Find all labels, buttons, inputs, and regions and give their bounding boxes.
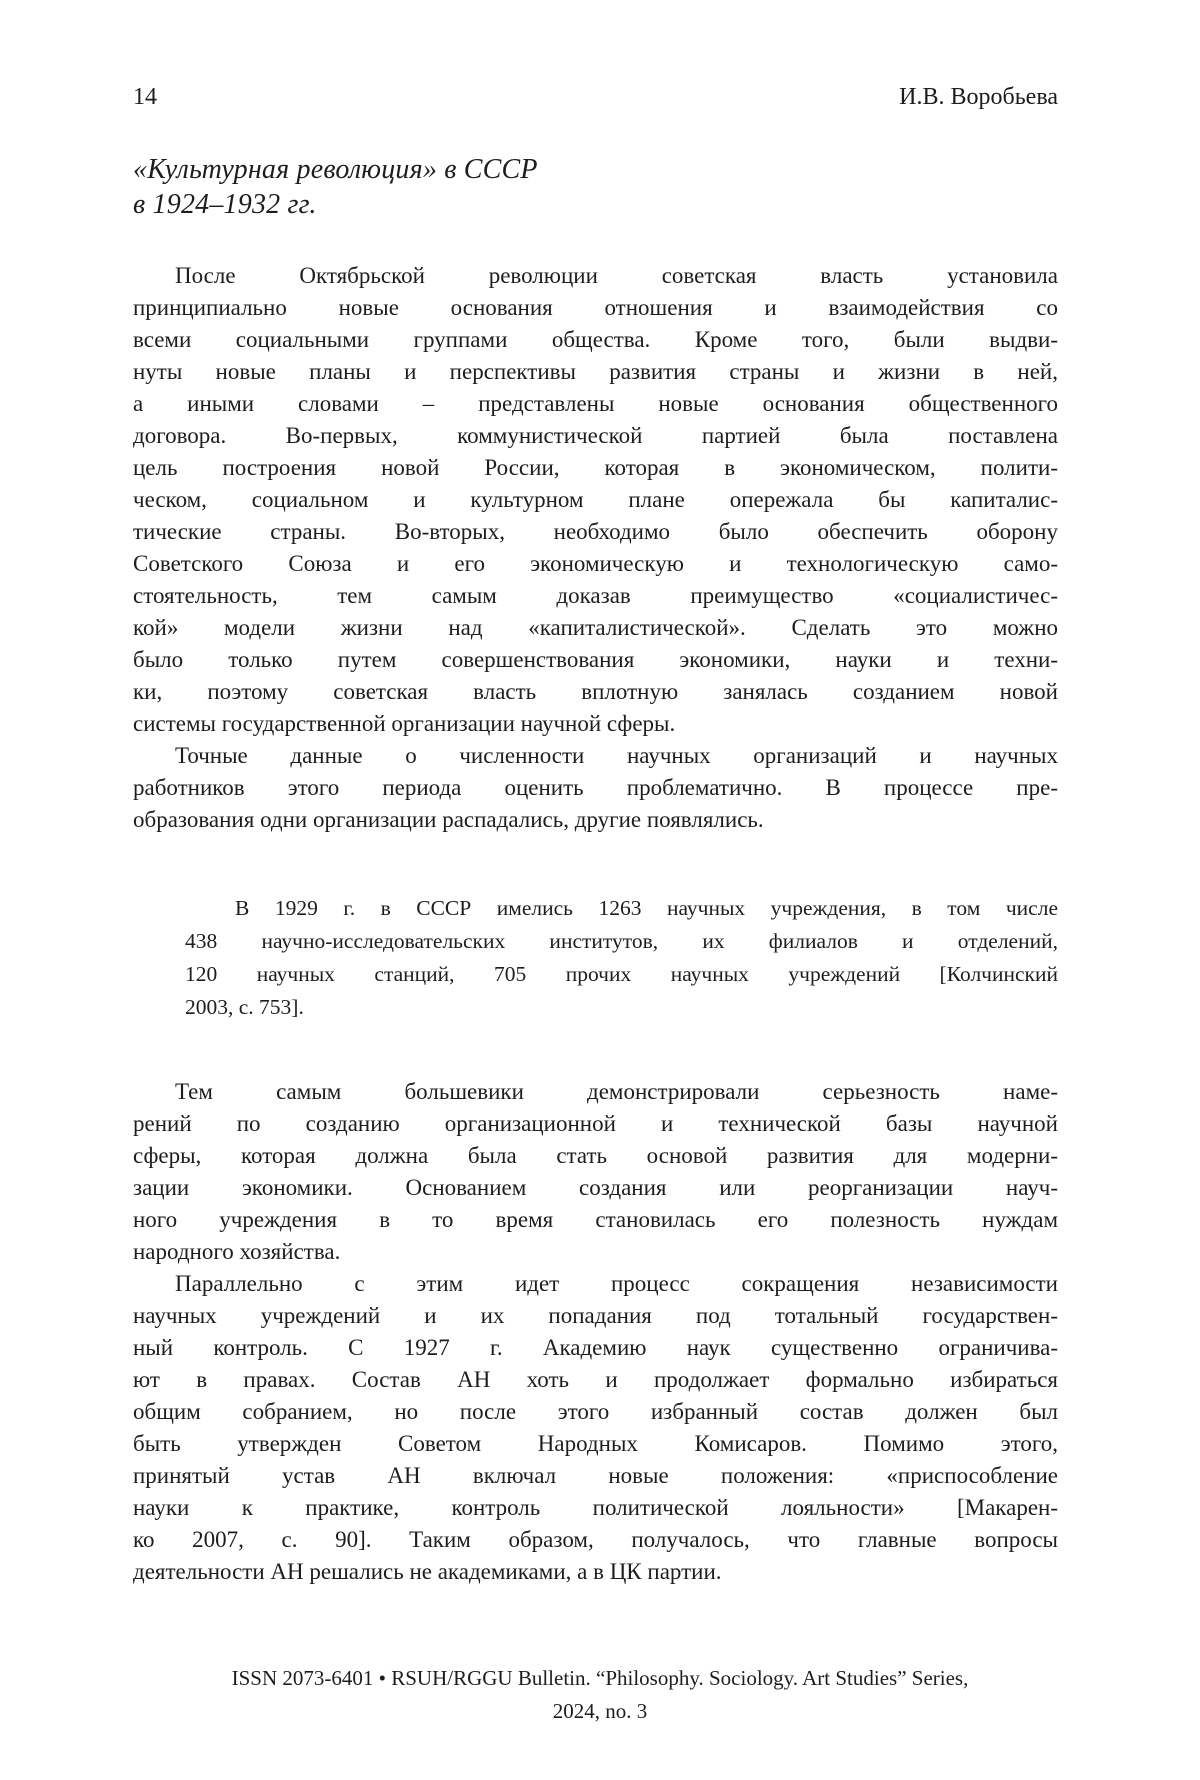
text-line: стоятельность, тем самым доказав преимущество «социалистичес- [133, 583, 1058, 608]
article-body [133, 260, 1058, 1588]
footer-issn-line: ISSN 2073-6401 • RSUH/RGGU Bulletin. “Philosophy. Sociology. Art Studies” Series, [231, 1666, 969, 1690]
text-line: сферы, которая должна была стать основой развития для модерни- [133, 1143, 1058, 1168]
text-line: 2003, с. 753]. [185, 995, 304, 1019]
text-line: нуты новые планы и перспективы развития страны и жизни в ней, [133, 359, 1058, 384]
text-line: научных учреждений и их попадания под тотальный государствен- [133, 1303, 1058, 1328]
text-line: Параллельно с этим идет процесс сокращения независимости [175, 1271, 1058, 1296]
text-line: всеми социальными группами общества. Кроме того, были выдви- [133, 327, 1058, 352]
text-line: системы государственной организации научной сферы. [133, 711, 676, 736]
text-line: 438 научно-исследовательских институтов, их филиалов и отделений, [185, 929, 1058, 953]
text-line: Тем самым большевики демонстрировали серьезность наме- [175, 1079, 1058, 1104]
section-title [133, 152, 1058, 222]
text-line: В 1929 г. в СССР имелись 1263 научных учреждения, в том числе [235, 896, 1058, 920]
paragraph [133, 1268, 1058, 1588]
text-line: После Октябрьской революции советская власть установила [175, 263, 1058, 288]
text-line: быть утвержден Советом Народных Комисаров. Помимо этого, [133, 1431, 1058, 1456]
author-name: И.В. Воробьева [899, 84, 1058, 110]
text-line: Советского Союза и его экономическую и технологическую само- [133, 551, 1058, 576]
text-line: ки, поэтому советская власть вплотную занялась созданием новой [133, 679, 1058, 704]
text-line: работников этого периода оценить проблематично. В процессе пре- [133, 775, 1058, 800]
footer-issue-line: 2024, no. 3 [552, 1699, 648, 1723]
text-line: народного хозяйства. [133, 1239, 341, 1264]
text-line: образования одни организации распадались, другие появлялись. [133, 807, 764, 832]
text-line: общим собранием, но после этого избранный состав должен был [133, 1399, 1058, 1424]
text-line: ют в правах. Состав АН хоть и продолжает формально избираться [133, 1367, 1058, 1392]
text-line: было только путем совершенствования экономики, науки и техни- [133, 647, 1058, 672]
running-head [133, 0, 1058, 112]
text-line: науки к практике, контроль политической лояльности» [Макарен- [133, 1495, 1058, 1520]
section-title-line-2: в 1924–1932 гг. [133, 189, 317, 220]
text-line: тические страны. Во-вторых, необходимо было обеспечить оборону [133, 519, 1058, 544]
text-line: кой» модели жизни над «капиталистической». Сделать это можно [133, 615, 1058, 640]
page-number: 14 [133, 84, 157, 110]
page-content [133, 0, 1058, 1588]
text-line: принципиально новые основания отношения и взаимодействия со [133, 295, 1058, 320]
text-line: ческом, социальном и культурном плане опережала бы капиталис- [133, 487, 1058, 512]
text-line: договора. Во-первых, коммунистической партией была поставлена [133, 423, 1058, 448]
text-line: 120 научных станций, 705 прочих научных учреждений [Колчинский [185, 962, 1058, 986]
text-line: ный контроль. С 1927 г. Академию наук существенно ограничива- [133, 1335, 1058, 1360]
paragraph [133, 740, 1058, 836]
text-line: рений по созданию организационной и технической базы научной [133, 1111, 1058, 1136]
text-line: ко 2007, с. 90]. Таким образом, получалось, что главные вопросы [133, 1527, 1058, 1552]
text-line: деятельности АН решались не академиками, а в ЦК партии. [133, 1559, 722, 1584]
page-footer [0, 1662, 1200, 1728]
text-line: а иными словами – представлены новые основания общественного [133, 391, 1058, 416]
text-line: цель построения новой России, которая в экономическом, полити- [133, 455, 1058, 480]
section-title-line-1: «Культурная революция» в СССР [133, 154, 538, 185]
text-line: принятый устав АН включал новые положения: «приспособление [133, 1463, 1058, 1488]
block-quote [185, 892, 1058, 1024]
paragraph [133, 260, 1058, 740]
paragraph [133, 1076, 1058, 1268]
text-line: Точные данные о численности научных организаций и научных [175, 743, 1058, 768]
text-line: ного учреждения в то время становилась его полезность нуждам [133, 1207, 1058, 1232]
text-line: зации экономики. Основанием создания или реорганизации науч- [133, 1175, 1058, 1200]
